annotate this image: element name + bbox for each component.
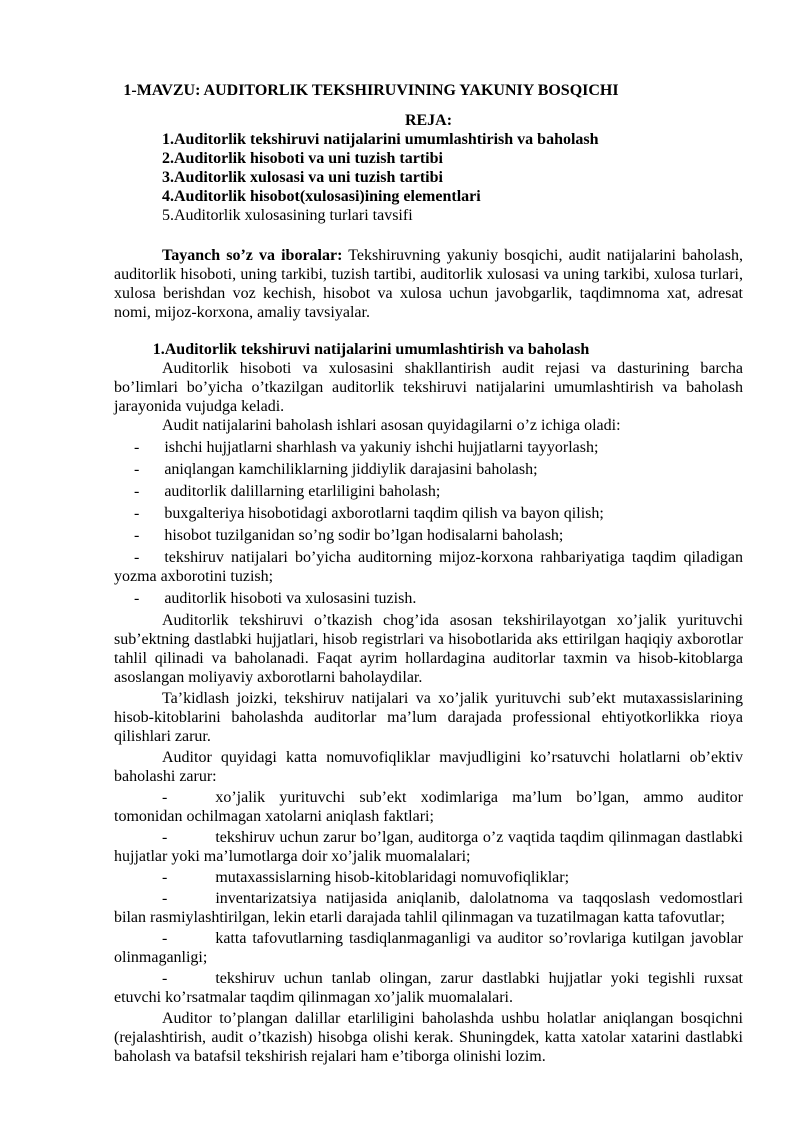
bullet-marker: - xyxy=(134,483,140,500)
list-item xyxy=(114,889,743,927)
plan-heading: REJA: xyxy=(404,112,453,129)
list-item-text: auditorlik hisoboti va xulosasini tuzish. xyxy=(164,590,417,607)
plan-item: 4.Auditorlik hisobot(xulosasi)ining elementlari xyxy=(162,188,481,205)
bullet-list-2 xyxy=(114,788,743,1007)
list-item-text: katta tafovutlarning tasdiqlanmaganligi va auditor so’rovlariga kutilgan javoblar olinmaganligi; xyxy=(114,930,743,966)
list-item-text: tekshiruv uchun zarur bo’lgan, auditorga o’z vaqtida taqdim qilinmagan dastlabki hujjatlar yoki ma’lumotlarga doir xo’jalik muomalalari; xyxy=(114,829,743,865)
list-item xyxy=(114,438,743,457)
paragraph-list1-lead: Audit natijalarini baholash ishlari asosan quyidagilarni o’z ichiga oladi: xyxy=(162,417,621,434)
list-item xyxy=(114,969,743,1007)
paragraph-intro: Auditorlik hisoboti va xulosasini shakllantirish audit rejasi va dasturining barcha bo’limlari bo’yicha o’tkazilgan auditorlik tekshiruvi natijalarini umumlashtirish va baholash jarayonida vujudga keladi. xyxy=(114,360,743,415)
paragraph-closing: Auditor to’plangan dalillar etarliligini baholashda ushbu holatlar aniqlangan bosqichni (rejalashtirish, audit o’tkazish) hisobga olishi kerak. Shuningdek, katta xatolar xatarini dastlabki baholash va batafsil tekshirish rejalari ham e’tiborga olinishi lozim. xyxy=(114,1010,743,1065)
list-item-text: tekshiruv natijalari bo’yicha auditorning mijoz-korxona rahbariyatiga taqdim qiladigan yozma axborotini tuzish; xyxy=(114,549,743,585)
list-item xyxy=(114,788,743,826)
bullet-marker: - xyxy=(134,590,140,607)
list-item-text: hisobot tuzilganidan so’ng sodir bo’lgan hodisalarni baholash; xyxy=(164,527,564,544)
list-item-text: ishchi hujjatlarni sharhlash va yakuniy ishchi hujjatlarni tayyorlash; xyxy=(164,439,599,456)
list-item xyxy=(114,504,743,523)
list-item xyxy=(114,482,743,501)
keywords-text: Tekshiruvning yakuniy bosqichi, audit natijalarini baholash, auditorlik hisoboti, uning tarkibi, tuzish tartibi, auditorlik xulosasi va uning tarkibi, xulosa turlari, xulosa berishdan voz kechish, hisobot va xulosa uchun javobgarlik, taqdimnoma xat, adresat nomi, mijoz-korxona, amaliy tavsiyalar. xyxy=(114,247,743,321)
bullet-marker: - xyxy=(162,789,168,806)
list-item-text: xo’jalik yurituvchi sub’ekt xodimlariga ma’lum bo’lgan, ammo auditor tomonidan ochilmagan xatolarni aniqlash faktlari; xyxy=(114,789,743,825)
paragraph-body: Ta’kidlash joizki, tekshiruv natijalari va xo’jalik yurituvchi sub’ekt mutaxassislarining hisob-kitoblarini baholashda auditorlar ma’lum darajada professional ehtiyotkorlikka rioya qilishlari zarur. xyxy=(114,690,743,745)
bullet-marker: - xyxy=(134,439,140,456)
plan-item: 3.Auditorlik xulosasi va uni tuzish tartibi xyxy=(162,169,443,186)
section-heading: 1.Auditorlik tekshiruvi natijalarini umumlashtirish va baholash xyxy=(152,341,590,358)
list-item xyxy=(114,868,743,887)
list-item xyxy=(114,828,743,866)
plan-item: 2.Auditorlik hisoboti va uni tuzish tartibi xyxy=(162,150,443,167)
list-item xyxy=(114,589,743,608)
list-item-text: buxgalteriya hisobotidagi axborotlarni taqdim qilish va bayon qilish; xyxy=(164,505,604,522)
plan-list xyxy=(114,130,743,225)
keywords-paragraph xyxy=(114,246,743,322)
bullet-marker: - xyxy=(134,527,140,544)
list-item xyxy=(114,548,743,586)
list-item-text: auditorlik dalillarning etarliligini baholash; xyxy=(164,483,441,500)
plan-item: 5.Auditorlik xulosasining turlari tavsifi xyxy=(162,207,413,224)
plan-item: 1.Auditorlik tekshiruvi natijalarini umumlashtirish va baholash xyxy=(162,131,599,148)
paragraph-body: Auditorlik tekshiruvi o’tkazish chog’ida asosan tekshirilayotgan xo’jalik yurituvchi sub’ektning dastlabki hujjatlari, hisob registrlari va hisobotlarida aks ettirilgan haqiqiy axborotlar tahlil qilinadi va baholanadi. Faqat ayrim hollardagina auditorlar taxmin va hisob-kitoblarga asoslangan moliyaviy axborotlarni baholaydilar. xyxy=(114,612,743,686)
list-item-text: inventarizatsiya natijasida aniqlanib, dalolatnoma va taqqoslash vedomostlari bilan rasmiylashtirilgan, lekin etarli darajada tahlil qilinmagan va tuzatilmagan katta tafovutlar; xyxy=(114,890,743,926)
bullet-marker: - xyxy=(134,461,140,478)
bullet-marker: - xyxy=(162,829,168,846)
list-item xyxy=(114,460,743,479)
bullet-marker: - xyxy=(162,869,168,886)
bullet-marker: - xyxy=(162,890,168,907)
list-item xyxy=(114,929,743,967)
bullet-marker: - xyxy=(134,505,140,522)
document-title: 1-MAVZU: AUDITORLIK TEKSHIRUVINING YAKUNIY BOSQICHI xyxy=(123,82,619,99)
bullet-list-1 xyxy=(114,438,743,608)
list-item-text: aniqlangan kamchiliklarning jiddiylik darajasini baholash; xyxy=(164,461,538,478)
bullet-marker: - xyxy=(134,549,140,566)
paragraph-list2-lead: Auditor quyidagi katta nomuvofiqliklar mavjudligini ko’rsatuvchi holatlarni ob’ektiv baholashi zarur: xyxy=(114,749,743,785)
bullet-marker: - xyxy=(162,970,168,987)
bullet-marker: - xyxy=(162,930,168,947)
list-item xyxy=(114,526,743,545)
list-item-text: mutaxassislarning hisob-kitoblaridagi nomuvofiqliklar; xyxy=(215,869,570,886)
list-item-text: tekshiruv uchun tanlab olingan, zarur dastlabki hujjatlar yoki tegishli ruxsat etuvchi ko’rsatmalar taqdim qilinmagan xo’jalik muomalalari. xyxy=(114,970,743,1006)
keywords-label: Tayanch so’z va iboralar: xyxy=(162,247,343,264)
